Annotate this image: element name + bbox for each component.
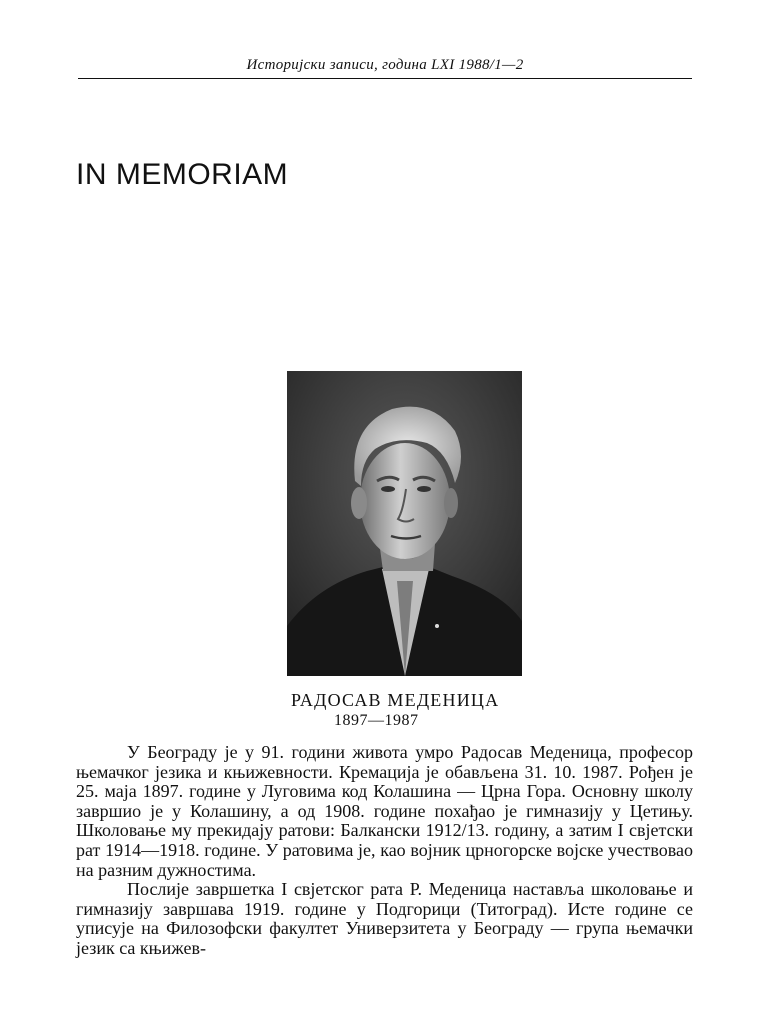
header-rule <box>78 78 692 79</box>
obituary-paragraph: Послије завршетка I свјетског рата Р. Меденица наставља школовање и гимназију завршава 1919. године у Подгорици (Титоград). Исте године се уписује на Филозофски факултет Универзитета у Београду — група њемачки језик са књижев- <box>76 879 693 958</box>
section-title: IN MEMORIAM <box>76 158 289 192</box>
running-header: Историјски записи, година LXI 1988/1—2 <box>246 57 524 73</box>
obituary-name: РАДОСАВ МЕДЕНИЦА <box>291 690 500 710</box>
obituary-paragraph: У Београду је у 91. години живота умро Радосав Меденица, професор њемачког језика и књижевности. Кремација је обављена 31. 10. 1987. Рођен је 25. маја 1897. године у Луговима код Колашина — Црна Гора. Основну школу завршио је у Колашину, а од 1908. године похађао је гимназију у Цетињу. Школовање му прекидају ратови: Балкански 1912/13. годину, а затим I свјетски рат 1914—1918. године. У ратовима је, као војник црногорске војске учествовао на разним дужностима. <box>76 742 693 880</box>
obituary-body <box>76 743 693 959</box>
portrait-photo <box>287 371 522 676</box>
obituary-years: 1897—1987 <box>334 712 419 729</box>
